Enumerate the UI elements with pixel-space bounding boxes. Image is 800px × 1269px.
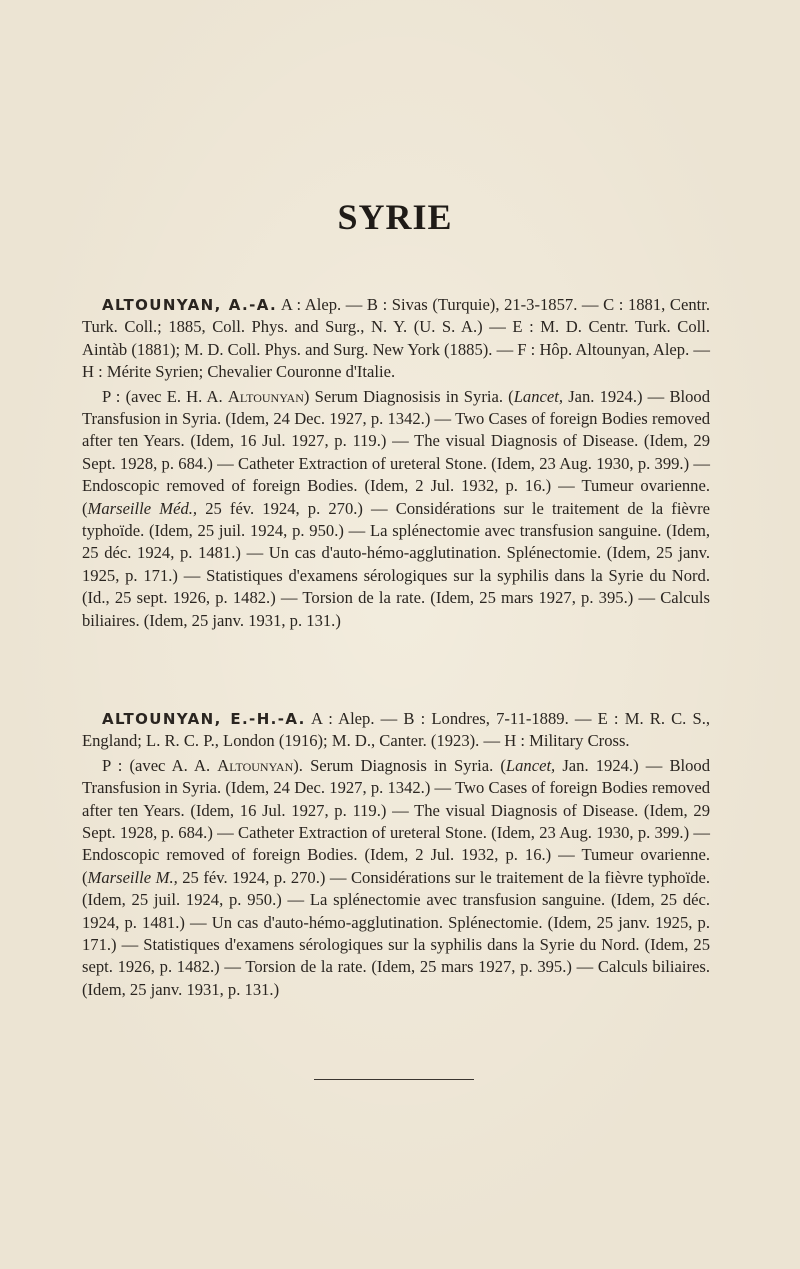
- coauthor-prefix: (avec A. A.: [129, 755, 211, 775]
- publication-first-title: Serum Diagnosisis in Syria. (: [314, 386, 514, 406]
- journal-name-2: Marseille M.,: [87, 867, 178, 887]
- journal-name: Lancet,: [505, 755, 556, 775]
- coauthor-name: Altounyan).: [217, 755, 303, 775]
- entry-publications-paragraph: [82, 386, 710, 632]
- entry-name: ALTOUNYAN, A.-A.: [102, 296, 278, 314]
- journal-name-2: Marseille Méd.,: [87, 498, 198, 518]
- coauthor-name: Altounyan): [227, 386, 310, 406]
- entry-publications-paragraph: [82, 755, 710, 1001]
- publications-marker: P :: [102, 755, 123, 775]
- entry-bio-paragraph: [82, 708, 710, 753]
- section-end-rule: [314, 1079, 474, 1080]
- journal-name: Lancet,: [513, 386, 563, 406]
- entry-name: ALTOUNYAN, E.-H.-A.: [102, 710, 306, 728]
- publications-marker: P :: [102, 386, 121, 406]
- publication-list-2: 25 fév. 1924, p. 270.) — Considérations sur le traitement de la fièvre typhoïde. (Idem, 25 juil. 1924, p. 950.) — La splénectomie avec transfusion sanguine. (Idem, 25 déc. 1924, p. 1481.) — Un cas d'auto-hémo-agglutination. Splénectomie. (Idem, 25 janv. 1925, p. 171.) — Statistiques d'examens sérologiques sur la syphilis dans la Syrie du Nord. (Idem, 25 sept. 1926, p. 1482.) — Torsion de la rate. (Idem, 25 mars 1927, p. 395.) — Calculs biliaires. (Idem, 25 janv. 1931, p. 131.): [82, 867, 711, 999]
- entry-bio: A : Alep. — B : Londres, 7-11-1889. — E : M. R. C. S., England; L. R. C. P., London (1916); M. D., Canter. (1923). — H : Military Cross.: [82, 709, 711, 751]
- page-title: SYRIE: [337, 197, 453, 237]
- coauthor-prefix: (avec E. H. A.: [125, 386, 223, 406]
- entry-bio: A : Alep. — B : Sivas (Turquie), 21-3-1857. — C : 1881, Centr. Turk. Coll.; 1885, Coll. Phys. and Surg., N. Y. (U. S. A.) — E : M. D. Centr. Turk. Coll. Aintàb (1881); M. D. Coll. Phys. and Surg. New York (1885). — F : Hôp. Altounyan, Alep. — H : Mérite Syrien; Chevalier Couronne d'Italie.: [82, 295, 710, 382]
- entry-altounyan-a-a: [82, 294, 710, 632]
- publication-list: Jan. 1924.) — Blood Transfusion in Syria. (Idem, 24 Dec. 1927, p. 1342.) — Two Cases of foreign Bodies removed after ten Years. (Idem, 16 Jul. 1927, p. 119.) — The visual Diagnosis of Disease. (Idem, 29 Sept. 1928, p. 684.) — Catheter Extraction of ureteral Stone. (Idem, 23 Aug. 1930, p. 399.) — Endoscopic removed of foreign Bodies. (Idem, 2 Jul. 1932, p. 16.) — Tumeur ovarienne. (: [82, 755, 711, 887]
- publication-list-2: 25 fév. 1924, p. 270.) — Considérations sur le traitement de la fièvre typhoïde. (Idem, 25 juil. 1924, p. 950.) — La splénectomie avec transfusion sanguine. (Idem, 25 déc. 1924, p. 1481.) — Un cas d'auto-hémo-agglutination. Splénectomie. (Idem, 25 janv. 1925, p. 171.) — Statistiques d'examens sérologiques sur la syphilis dans la Syrie du Nord. (Id., 25 sept. 1926, p. 1482.) — Torsion de la rate. (Idem, 25 mars 1927, p. 395.) — Calculs biliaires. (Idem, 25 janv. 1931, p. 131.): [82, 498, 710, 630]
- publication-first-title: Serum Diagnosis in Syria. (: [310, 755, 506, 775]
- entry-bio-paragraph: [82, 294, 710, 384]
- publication-list: Jan. 1924.) — Blood Transfusion in Syria. (Idem, 24 Dec. 1927, p. 1342.) — Two Cases of foreign Bodies removed after ten Years. (Idem, 16 Jul. 1927, p. 119.) — The visual Diagnosis of Disease. (Idem, 29 Sept. 1928, p. 684.) — Catheter Extraction of ureteral Stone. (Idem, 23 Aug. 1930, p. 399.) — Endoscopic removed of foreign Bodies. (Idem, 2 Jul. 1932, p. 16.) — Tumeur ovarienne. (: [82, 386, 711, 518]
- entry-altounyan-e-h-a: [82, 708, 710, 1001]
